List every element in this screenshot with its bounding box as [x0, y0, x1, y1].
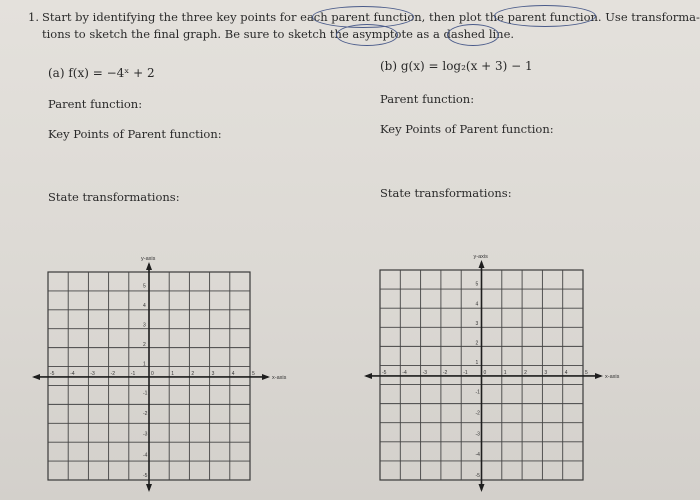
graph-b-tick-labels [382, 282, 588, 479]
y-tick-label: 4 [475, 301, 479, 308]
part-a-transformations-label: State transformations: [48, 190, 180, 204]
x-tick-label: 4 [564, 369, 568, 376]
y-tick-label: 4 [143, 302, 146, 309]
y-tick-label: -4 [475, 452, 480, 459]
x-tick-label: -4 [70, 370, 75, 377]
y-tick-label: -3 [143, 431, 148, 438]
graph-b-x-axis-label: x-axis [605, 373, 620, 380]
x-tick-label: 3 [544, 369, 548, 376]
graph-a-x-axis-label: x-axis [272, 374, 287, 381]
x-tick-label: 4 [231, 370, 235, 377]
x-tick-label: -2 [110, 370, 116, 377]
problem-instructions-line2: tions to sketch the final graph. Be sure to sketch the asymptote as a dashed line. [42, 27, 515, 41]
y-tick-label: 2 [143, 341, 146, 348]
y-tick-label: 2 [475, 340, 479, 347]
x-tick-label: -1 [130, 370, 136, 377]
x-tick-label: 2 [524, 369, 527, 376]
x-tick-label: -5 [382, 369, 387, 376]
x-tick-label: 3 [211, 370, 215, 377]
part-b-function: (b) g(x) = log₂(x + 3) − 1 [380, 59, 533, 73]
part-a-key-points-label: Key Points of Parent function: [48, 127, 222, 141]
x-tick-label: 0 [151, 370, 154, 377]
y-tick-label: -3 [475, 431, 480, 438]
y-tick-label: -5 [143, 472, 148, 479]
x-tick-label: 5 [252, 370, 255, 377]
x-tick-label: -1 [463, 369, 468, 376]
x-tick-label: 0 [483, 369, 487, 376]
problem-instructions-line1: Start by identifying the three key points for each parent function, then plot the parent function. Use transforma- [42, 10, 700, 24]
x-tick-label: 5 [585, 369, 588, 376]
part-a-function: (a) f(x) = −4ˣ + 2 [48, 66, 155, 80]
y-tick-label: -1 [143, 390, 148, 397]
x-axis-right-arrow [595, 373, 603, 379]
y-tick-label: 1 [475, 360, 479, 367]
y-tick-label: 3 [143, 322, 146, 329]
y-axis-up-arrow [479, 260, 485, 268]
x-tick-label: 1 [171, 370, 174, 377]
y-tick-label: -2 [475, 410, 480, 417]
part-b-transformations-label: State transformations: [380, 186, 512, 200]
x-tick-label: -5 [50, 370, 55, 377]
y-tick-label: 5 [143, 283, 146, 290]
x-tick-label: -2 [442, 369, 448, 376]
y-tick-label: -2 [143, 411, 148, 418]
x-axis-left-arrow [364, 373, 372, 379]
graph-b-y-axis-label: y-axis [473, 254, 488, 260]
problem-number: 1. [28, 10, 39, 24]
part-b-parent-function-label: Parent function: [380, 92, 475, 106]
part-b-key-points-label: Key Points of Parent function: [380, 122, 554, 136]
y-tick-label: -1 [475, 389, 480, 396]
x-tick-label: -3 [422, 369, 428, 376]
x-tick-label: -3 [90, 370, 95, 377]
y-axis-down-arrow [479, 484, 485, 492]
x-tick-label: 1 [503, 369, 507, 376]
y-tick-label: 5 [475, 281, 479, 288]
y-tick-label: -5 [475, 472, 480, 479]
graph-a-y-axis-label: y-axis [141, 256, 156, 262]
x-tick-label: 2 [191, 370, 195, 377]
y-tick-label: 1 [143, 361, 146, 368]
x-tick-label: -4 [402, 369, 407, 376]
y-tick-label: 3 [475, 320, 479, 327]
part-a-parent-function-label: Parent function: [48, 97, 143, 111]
y-tick-label: -4 [143, 452, 148, 459]
